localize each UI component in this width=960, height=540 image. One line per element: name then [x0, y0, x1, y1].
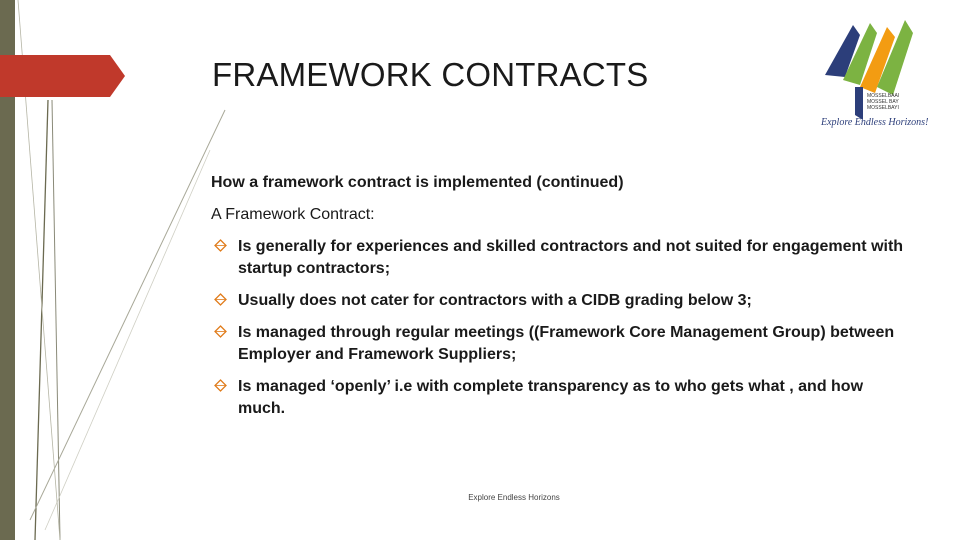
slide-intro: A Framework Contract: — [211, 206, 375, 223]
bullet-text: Is managed ‘openly’ i.e with complete transparency as to who gets what , and how much. — [238, 378, 864, 417]
diamond-outline-icon — [214, 325, 227, 338]
logo-line-3: MOSSELBAYI — [867, 105, 899, 111]
diamond-outline-icon — [214, 239, 227, 252]
bullet-text: Usually does not cater for contractors with a CIDB grading below 3; — [238, 292, 752, 309]
slide-subtitle: How a framework contract is implemented (continued) — [211, 174, 624, 191]
title-accent-tab — [0, 55, 125, 97]
diamond-outline-icon — [214, 379, 227, 392]
bullet-item — [214, 236, 914, 280]
slide-title: FRAMEWORK CONTRACTS — [212, 56, 649, 93]
bullet-item — [214, 290, 914, 312]
diamond-outline-icon — [214, 293, 227, 306]
bullet-text: Is managed through regular meetings ((Framework Core Management Group) between Employer and Framework Suppliers; — [238, 324, 895, 363]
bullet-text: Is generally for experiences and skilled contractors and not suited for engagement with startup contractors; — [238, 238, 904, 277]
logo-line-2: MOSSEL BAY — [867, 99, 899, 105]
mossel-bay-logo — [815, 15, 940, 140]
logo-tagline: Explore Endless Horizons! — [821, 117, 929, 128]
logo-line-1: MOSSELBAAI — [867, 93, 900, 99]
slide-footer: Explore Endless Horizons — [468, 493, 560, 502]
bullet-item — [214, 322, 914, 366]
bullet-item — [214, 376, 914, 420]
bullet-list — [214, 236, 914, 430]
